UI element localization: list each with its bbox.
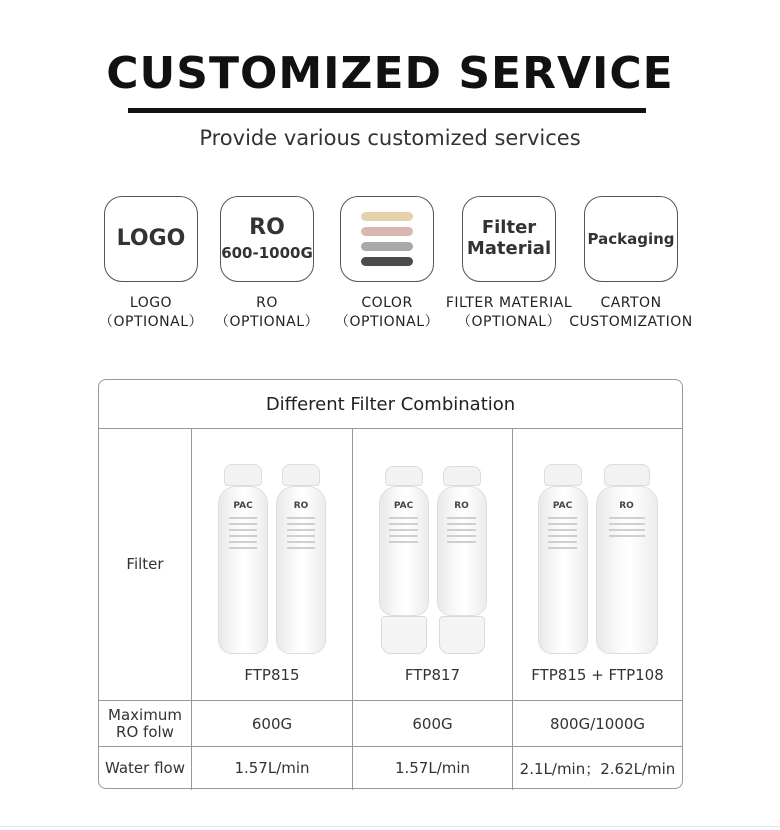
service-label-line1: FILTER MATERIAL [445, 295, 573, 311]
cartridge-ro [276, 464, 326, 654]
service-filter-material [444, 196, 574, 332]
service-label-line1: CARTON [600, 295, 662, 311]
filter-material-icon [462, 196, 556, 282]
swatch-3 [361, 242, 413, 251]
title-underline [128, 108, 646, 113]
service-color [322, 196, 452, 332]
ro-icon-sub: 600-1000G [221, 243, 313, 262]
cartridge-label: RO [454, 501, 469, 511]
water-flow-value: 2.1L/min；2.62L/min [519, 759, 676, 778]
page-bottom-divider [0, 826, 780, 827]
filter-material-icon-sub: Material [466, 238, 552, 259]
logo-icon [104, 196, 198, 282]
cartridge-pac [218, 464, 268, 654]
page-title: CUSTOMIZED SERVICE [106, 48, 674, 99]
service-label [202, 294, 332, 332]
packaging-icon [584, 196, 678, 282]
page-subtitle: Provide various customized services [199, 126, 581, 150]
service-logo [86, 196, 216, 332]
service-label-line2: （OPTIONAL） [456, 314, 561, 330]
model-ftp815-ftp108: FTP815 + FTP108 [531, 666, 664, 684]
swatch-2 [361, 227, 413, 236]
service-label [86, 294, 216, 332]
color-swatches-icon [340, 196, 434, 282]
service-ro [202, 196, 332, 332]
row-label-water-flow: Water flow [104, 759, 185, 777]
row-label-max-flow: Maximum RO folw [108, 705, 182, 741]
cartridge-label: PAC [393, 501, 414, 511]
ro-icon-text: RO [249, 215, 285, 241]
row-label-filter: Filter [126, 555, 164, 573]
cartridge-ro [437, 466, 487, 654]
service-label-line1: COLOR [361, 295, 413, 311]
filter-image-ftp815 [192, 460, 352, 654]
filter-combination-table [98, 379, 683, 789]
service-label-line2: （OPTIONAL） [214, 314, 319, 330]
service-list [0, 196, 780, 336]
cartridge-pac [379, 466, 429, 654]
ro-icon [220, 196, 314, 282]
service-label [322, 294, 452, 332]
service-label-line1: LOGO [129, 295, 173, 311]
cartridge-label: PAC [233, 501, 253, 511]
water-flow-value: 1.57L/min [234, 759, 310, 777]
model-ftp815: FTP815 [244, 666, 300, 684]
cartridge-label: RO [293, 501, 309, 511]
model-ftp817: FTP817 [404, 666, 461, 684]
filter-material-icon-text: Filter [481, 217, 537, 239]
service-label-line2: （OPTIONAL） [98, 314, 203, 330]
service-label-line2: （OPTIONAL） [334, 314, 439, 330]
packaging-icon-text: Packaging [587, 229, 675, 248]
cartridge-pac [538, 464, 588, 654]
swatch-4 [361, 257, 413, 266]
swatch-1 [361, 212, 413, 221]
cartridge-label: PAC [552, 501, 573, 511]
filter-image-ftp817 [353, 460, 512, 654]
max-flow-value: 600G [412, 714, 453, 733]
cartridge-label: RO [619, 501, 634, 511]
service-label-line1: RO [256, 295, 278, 311]
water-flow-value: 1.57L/min [394, 759, 471, 777]
table-title: Different Filter Combination [99, 380, 682, 429]
service-packaging [566, 196, 696, 332]
service-label-line2: CUSTOMIZATION [569, 314, 693, 330]
logo-icon-text: LOGO [116, 226, 186, 252]
max-flow-value: 600G [251, 714, 293, 733]
filter-image-ftp815-ftp108 [513, 460, 682, 654]
service-label [566, 294, 696, 332]
cartridge-ro [596, 464, 658, 654]
service-label [444, 294, 574, 332]
max-flow-value: 800G/1000G [549, 714, 646, 733]
